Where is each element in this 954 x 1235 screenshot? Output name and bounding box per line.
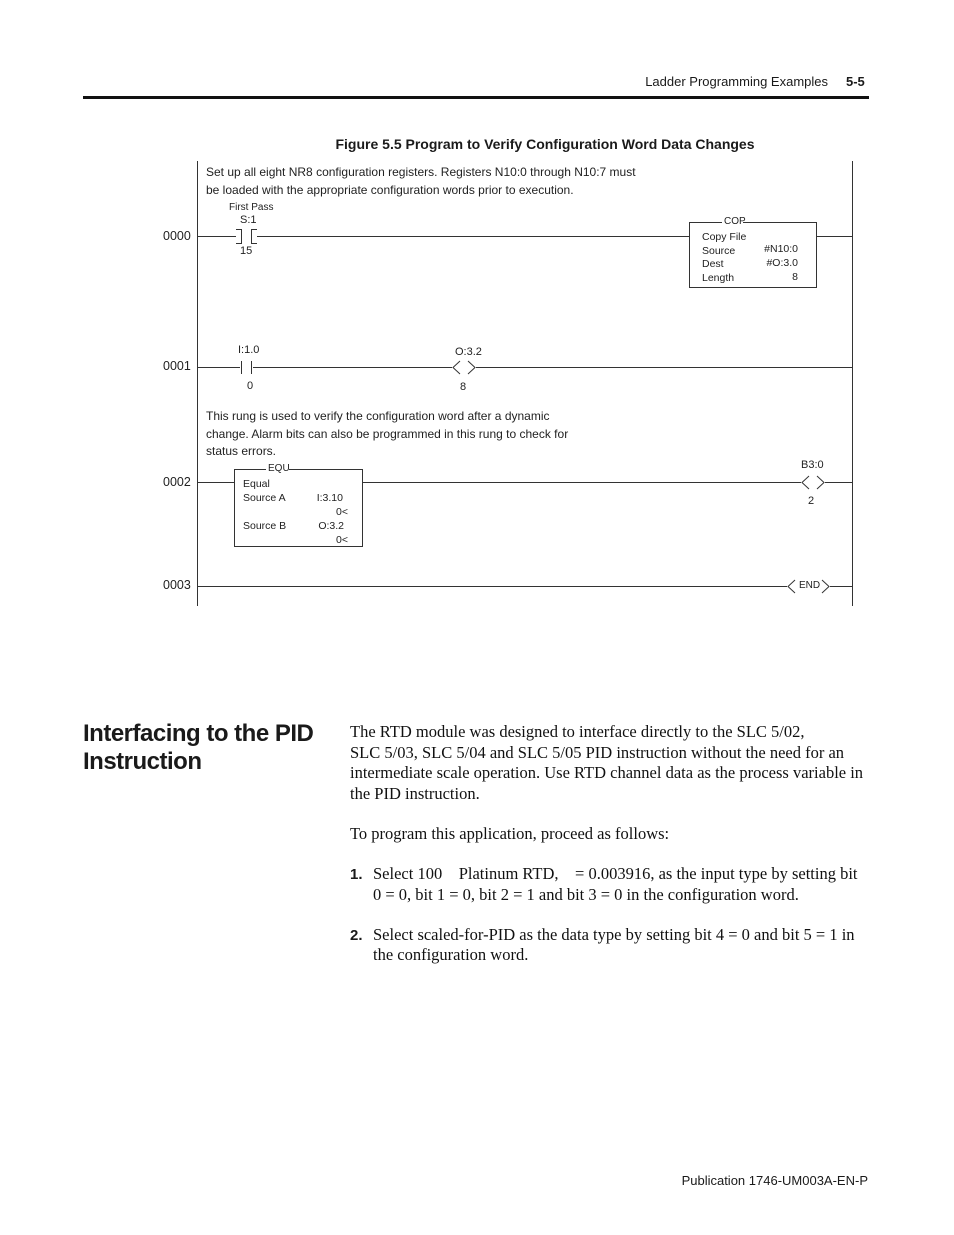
rung1-contact-bit: 0 <box>247 380 254 392</box>
intro-paragraph <box>350 722 870 804</box>
end-bracket-right <box>822 580 829 593</box>
section-heading <box>83 720 333 776</box>
intro-line-4: the PID instruction. <box>350 783 480 803</box>
equ-source-b-label: Source B <box>243 520 287 532</box>
cop-length-label: Length <box>702 272 735 284</box>
step-2-line-2: the configuration word. <box>373 945 529 964</box>
section-heading-line1: Interfacing to the PID <box>83 720 314 747</box>
publication-footer: Publication 1746-UM003A-EN-P <box>681 1173 868 1188</box>
rung-number-0000: 0000 <box>163 229 191 243</box>
equ-source-b-address: O:3.2 <box>318 520 344 532</box>
rung2-coil-left <box>802 476 809 489</box>
page-number: 5-5 <box>846 74 865 89</box>
rung1-coil-address: O:3.2 <box>455 346 482 358</box>
rung2-comment-line3: status errors. <box>206 444 277 458</box>
rung0-comment-line1: Set up all eight NR8 configuration registers. Registers N10:0 through N10:7 must <box>206 165 636 179</box>
rung0-comment-line2: be loaded with the appropriate configuration words prior to execution. <box>206 183 574 197</box>
equ-source-a-label: Source A <box>243 492 286 504</box>
procedure-intro: To program this application, proceed as follows: <box>350 824 670 843</box>
intro-line-3: intermediate scale operation. Use RTD channel data as the process variable in <box>350 763 864 782</box>
equ-source-b-value: 0< <box>336 534 348 546</box>
rung2-coil-right <box>817 476 824 489</box>
equ-block-title: EQU <box>268 463 290 474</box>
rung2-comment-line2: change. Alarm bits can also be programmed in this rung to check for <box>206 427 569 441</box>
rung1-coil-left <box>453 361 460 374</box>
end-bracket-left <box>788 580 795 593</box>
intro-line-2: SLC 5/03, SLC 5/04 and SLC 5/05 PID instruction without the need for an <box>350 742 845 762</box>
rung-number-0001: 0001 <box>163 359 191 373</box>
rung1-coil-bit: 8 <box>460 381 467 393</box>
figure-caption: Figure 5.5 Program to Verify Configuration Word Data Changes <box>335 136 755 152</box>
rung1-coil-right <box>468 361 475 374</box>
end-label: END <box>799 580 821 591</box>
rung-number-0003: 0003 <box>163 578 191 592</box>
cop-dest-label: Dest <box>702 258 724 270</box>
rung2-coil-address: B3:0 <box>801 459 824 471</box>
rung0-contact-left <box>236 230 242 244</box>
cop-block-name: Copy File <box>702 231 747 243</box>
equ-source-a-address: I:3.10 <box>316 492 343 504</box>
rung-number-0002: 0002 <box>163 475 191 489</box>
rung0-contact-right <box>252 230 258 244</box>
equ-block-name: Equal <box>243 478 270 490</box>
rung0-contact-description: First Pass <box>229 202 274 213</box>
running-header-title: Ladder Programming Examples <box>645 74 828 89</box>
step-2-number: 2. <box>350 927 363 944</box>
rung1-contact-address: I:1.0 <box>238 344 260 356</box>
equ-source-a-value: 0< <box>336 506 348 518</box>
cop-length-value: 8 <box>792 271 798 283</box>
cop-source-value: #N10:0 <box>764 243 798 255</box>
step-1-line-2: 0 = 0, bit 1 = 0, bit 2 = 1 and bit 3 = 0 in the configuration word. <box>373 885 799 904</box>
section-heading-line2: Instruction <box>83 748 202 775</box>
step-2-line-1: Select scaled-for-PID as the data type by setting bit 4 = 0 and bit 5 = 1 in <box>373 925 855 944</box>
cop-dest-value: #O:3.0 <box>766 257 798 269</box>
step-1-line-1: Select 100 Platinum RTD, = 0.003916, as the input type by setting bit <box>373 864 858 883</box>
step-1-number: 1. <box>350 866 363 883</box>
cop-source-label: Source <box>702 245 736 257</box>
rung0-contact-address: S:1 <box>240 214 257 226</box>
cop-block-title: COP <box>724 216 746 227</box>
rung2-coil-bit: 2 <box>808 495 815 507</box>
rung0-contact-bit: 15 <box>240 245 253 257</box>
intro-line-1: The RTD module was designed to interface directly to the SLC 5/02, <box>350 722 805 741</box>
rung2-comment-line1: This rung is used to verify the configuration word after a dynamic <box>206 409 550 423</box>
